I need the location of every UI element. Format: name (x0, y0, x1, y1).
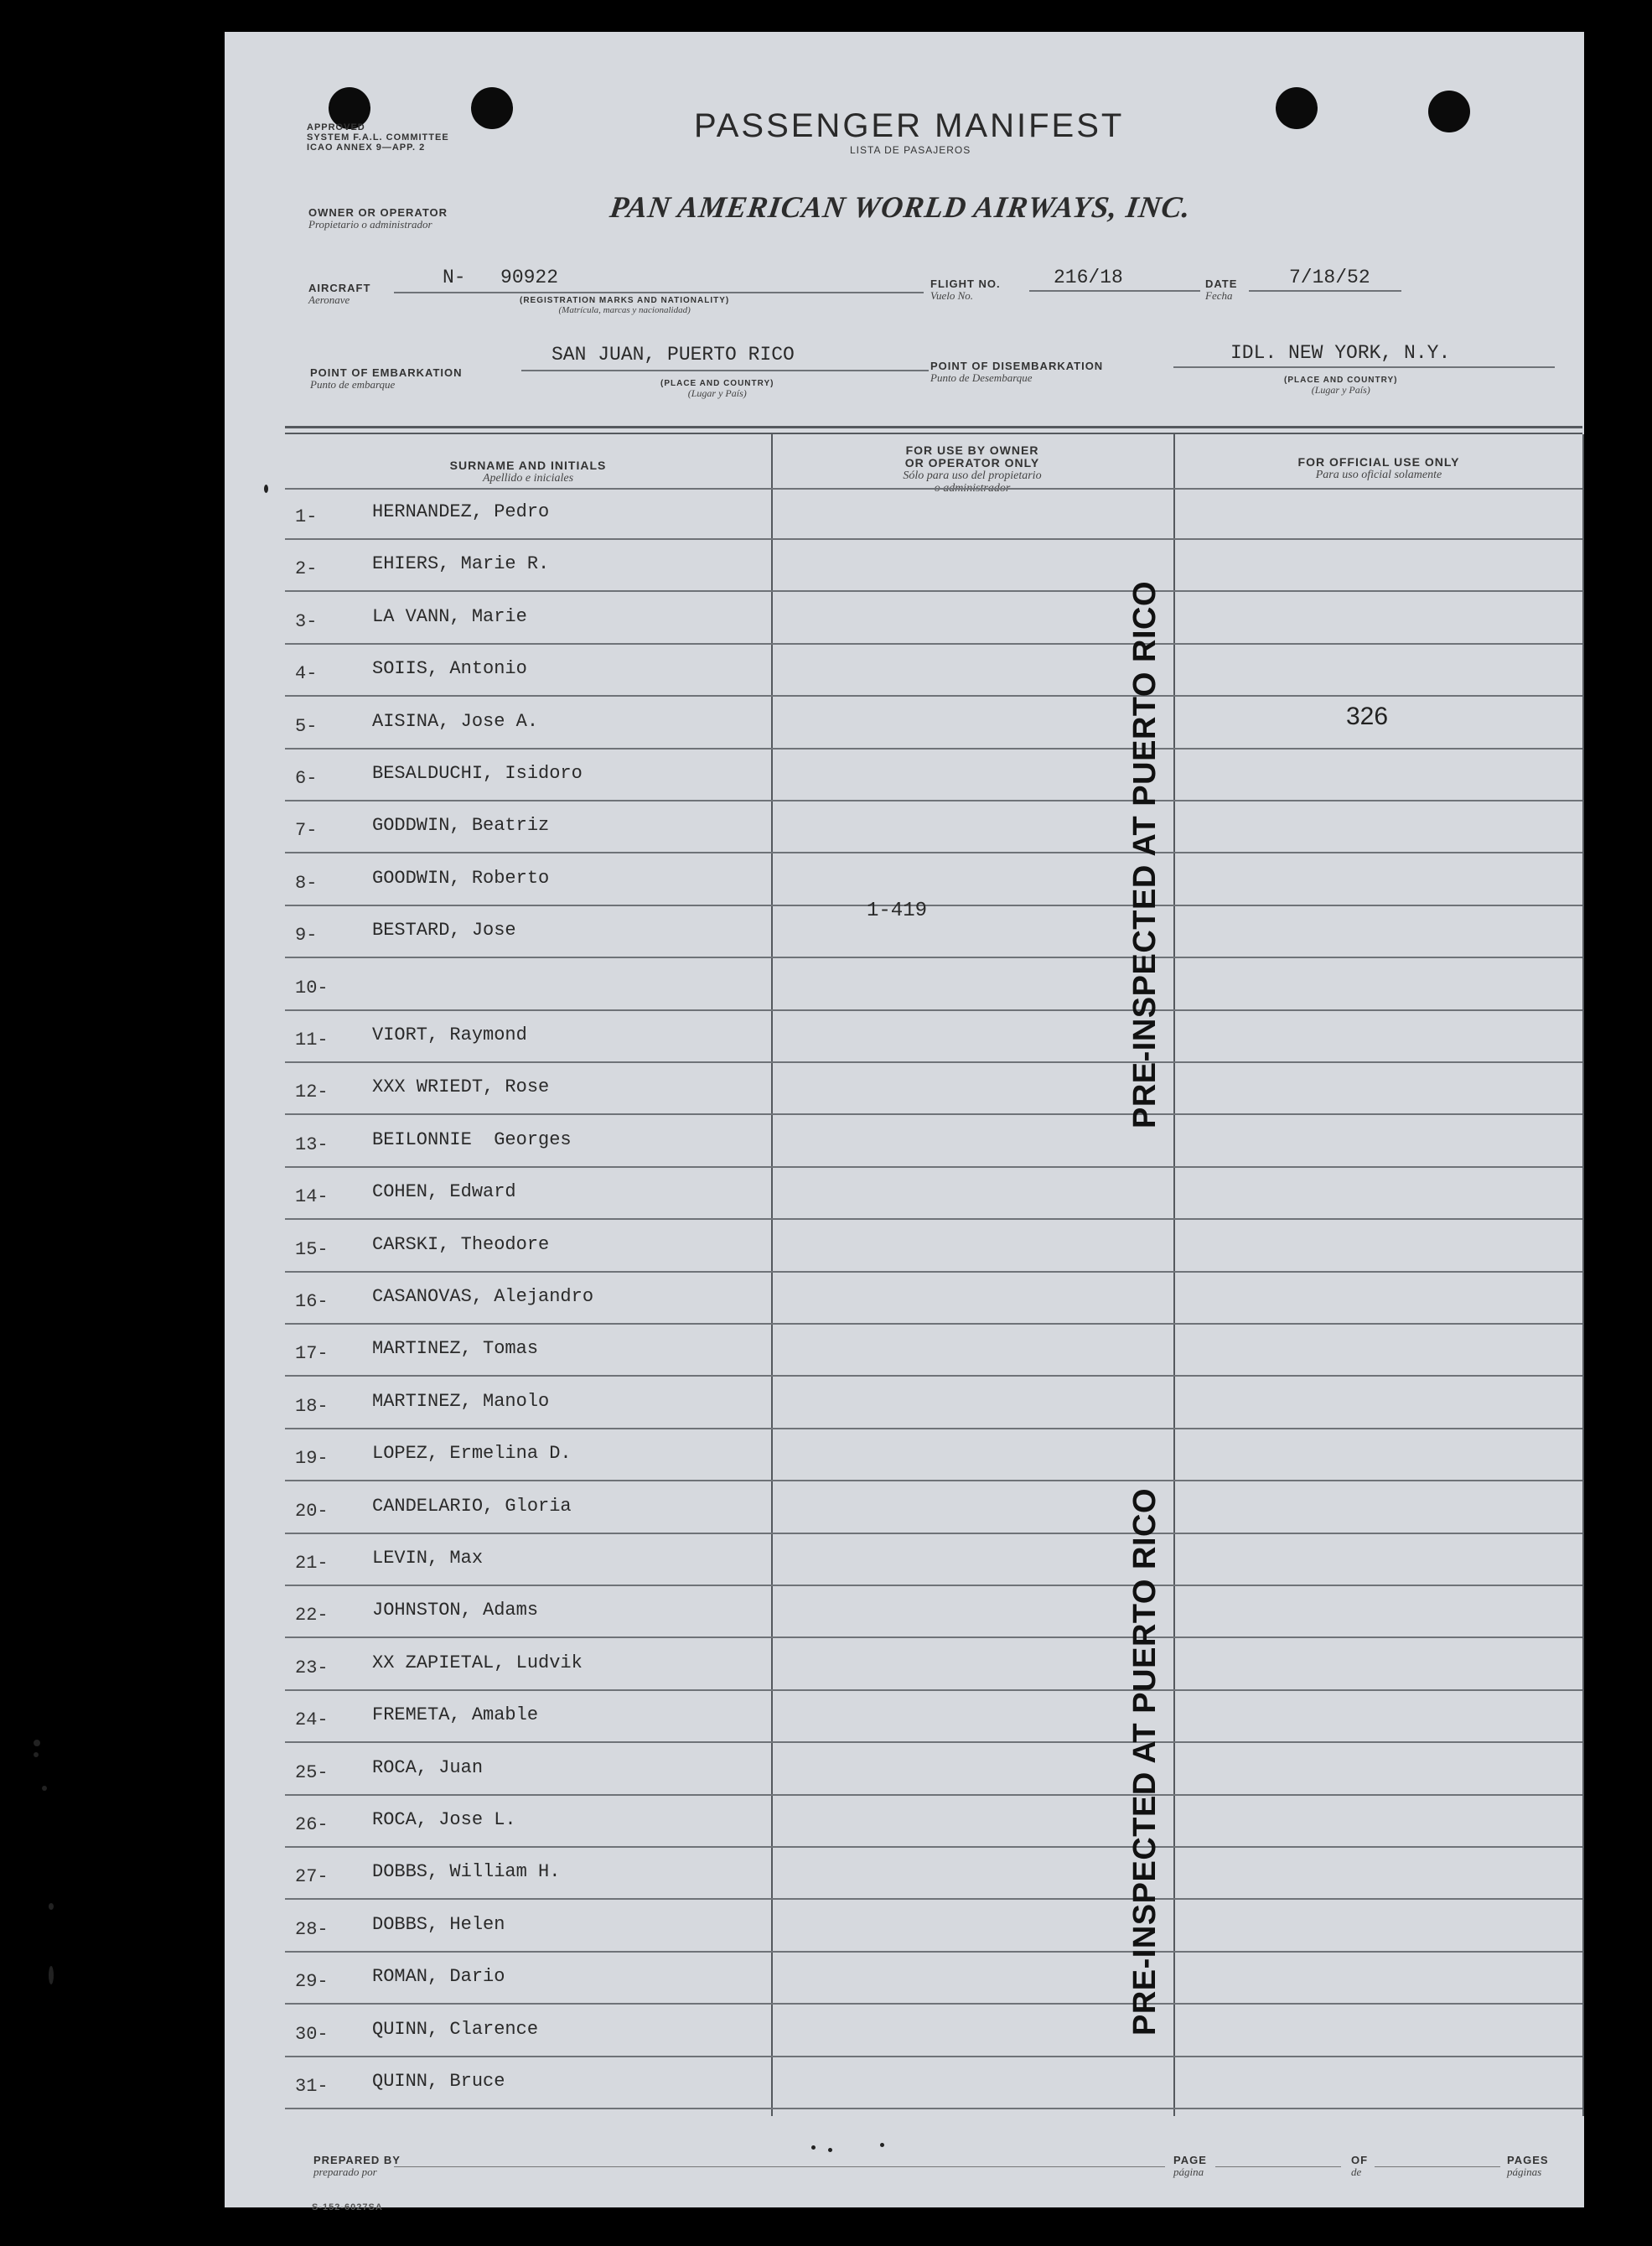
table-row-line (285, 1533, 1582, 1534)
row-number: 17- (295, 1343, 329, 1365)
date-value: 7/18/52 (1289, 267, 1370, 288)
row-number: 18- (295, 1395, 329, 1417)
row-number: 22- (295, 1605, 329, 1626)
table-row-line (285, 1689, 1582, 1691)
table-row-line (285, 2003, 1582, 2005)
embarkation-caption-es: (Lugar y País) (687, 387, 747, 399)
disembarkation-label-block (930, 361, 1103, 384)
passenger-name: HERNANDEZ, Pedro (372, 501, 550, 522)
pages-sublabel: páginas (1507, 2166, 1542, 2178)
column-header-official-use (1175, 456, 1582, 481)
table-row-line (285, 905, 1582, 906)
embarkation-label-block (310, 367, 463, 391)
passenger-name: XX ZAPIETAL, Ludvik (372, 1652, 583, 1673)
passenger-name: MARTINEZ, Manolo (372, 1390, 550, 1412)
aircraft-sublabel: Aeronave (308, 293, 350, 306)
table-row-line (285, 1846, 1582, 1848)
table-row-line (285, 1271, 1582, 1273)
row-number: 11- (295, 1030, 329, 1050)
passenger-name: GOODWIN, Roberto (372, 867, 550, 889)
passenger-name: CANDELARIO, Gloria (372, 1495, 572, 1517)
passenger-name: CASANOVAS, Alejandro (372, 1286, 594, 1307)
table-row-line (285, 1166, 1582, 1168)
row-number: 13- (295, 1133, 329, 1155)
passenger-name: FREMETA, Amable (372, 1704, 539, 1726)
page-label-block (1173, 2155, 1207, 2178)
table-row-line (285, 1741, 1582, 1743)
margin-mark (49, 1903, 54, 1910)
margin-mark (49, 1966, 54, 1984)
punch-hole-2 (471, 87, 513, 129)
approved-line-1: APPROVED (307, 122, 365, 132)
of-sublabel: de (1351, 2166, 1362, 2178)
table-row-line (285, 538, 1582, 540)
official-use-note: 326 (1346, 703, 1389, 730)
passenger-name: XXX WRIEDT, Rose (372, 1076, 550, 1098)
row-number: 31- (295, 2076, 329, 2097)
row-number: 28- (295, 1918, 329, 1940)
table-row-line (285, 1061, 1582, 1063)
disembarkation-value: IDL. NEW YORK, N.Y. (1230, 342, 1451, 364)
column-header-owner-label-2: OR OPERATOR ONLY (904, 456, 1040, 469)
disembarkation-sublabel: Punto de Desembarque (930, 371, 1033, 384)
passenger-name: EHIERS, Marie R. (372, 553, 550, 575)
row-number: 23- (295, 1657, 329, 1678)
date-label: DATE (1205, 278, 1238, 290)
pages-label: PAGES (1507, 2154, 1549, 2166)
row-number: 26- (295, 1814, 329, 1835)
margin-mark (828, 2148, 832, 2152)
table-row-line (285, 2056, 1582, 2057)
table-row-line (285, 1585, 1582, 1586)
margin-mark (42, 1786, 47, 1791)
page-label: PAGE (1173, 2154, 1207, 2166)
date-label-block (1205, 278, 1237, 302)
row-number: 10- (295, 977, 329, 999)
row-number: 15- (295, 1238, 329, 1260)
passenger-name: GODDWIN, Beatriz (372, 815, 550, 837)
disembarkation-label: POINT OF DISEMBARKATION (930, 360, 1104, 372)
passenger-name: BEILONNIE Georges (372, 1128, 572, 1150)
flight-sublabel: Vuelo No. (930, 289, 974, 302)
embarkation-caption (660, 379, 774, 399)
column-header-owner-use (773, 444, 1172, 495)
column-header-official-sublabel: Para uso oficial solamente (1315, 469, 1442, 481)
passenger-name: COHEN, Edward (372, 1181, 516, 1203)
row-number: 3- (295, 610, 318, 632)
passenger-name: QUINN, Clarence (372, 2018, 539, 2040)
row-number: 20- (295, 1500, 329, 1522)
embarkation-sublabel: Punto de embarque (310, 378, 396, 391)
table-row-line (285, 695, 1582, 697)
table-row-line (285, 1009, 1582, 1011)
passenger-name: DOBBS, William H. (372, 1861, 561, 1883)
passenger-name: ROMAN, Dario (372, 1966, 505, 1988)
table-row-line (285, 1113, 1582, 1115)
row-number: 9- (295, 925, 318, 947)
page-title: PASSENGER MANIFEST (694, 107, 1125, 144)
column-header-owner-sublabel-2: o administrador (934, 482, 1011, 495)
column-header-surname (285, 459, 771, 485)
row-number: 29- (295, 1971, 329, 1993)
margin-mark (811, 2145, 816, 2150)
preinspection-stamp-upper: PRE-INSPECTED AT PUERTO RICO (1127, 580, 1163, 1128)
preinspection-stamp-lower: PRE-INSPECTED AT PUERTO RICO (1127, 1487, 1163, 2036)
row-number: 30- (295, 2023, 329, 2045)
aircraft-caption-es: (Matrícula, marcas y nacionalidad) (558, 305, 691, 315)
approved-block (307, 122, 449, 153)
embarkation-value: SAN JUAN, PUERTO RICO (552, 344, 795, 366)
prepared-by-label: PREPARED BY (313, 2154, 401, 2166)
row-number: 7- (295, 820, 318, 842)
row-number: 6- (295, 768, 318, 789)
margin-mark (880, 2143, 884, 2147)
row-number: 25- (295, 1761, 329, 1783)
column-header-surname-label: SURNAME AND INITIALS (449, 459, 607, 472)
row-number: 12- (295, 1082, 329, 1103)
table-row-line (285, 1323, 1582, 1325)
passenger-name: VIORT, Raymond (372, 1024, 527, 1045)
table-row-line (285, 1375, 1582, 1377)
owner-sublabel: Propietario o administrador (308, 218, 432, 231)
passenger-name: DOBBS, Helen (372, 1913, 505, 1935)
pages-label-block (1507, 2155, 1549, 2178)
page-subtitle: LISTA DE PASAJEROS (850, 144, 971, 156)
operator-name: PAN AMERICAN WORLD AIRWAYS, INC. (608, 190, 1194, 224)
approved-line-2: SYSTEM F.A.L. COMMITTEE (307, 132, 449, 143)
table-row-line (285, 748, 1582, 750)
column-header-owner-sublabel-1: Sólo para uso del propietario (903, 469, 1042, 482)
passenger-name: QUINN, Bruce (372, 2071, 505, 2092)
passenger-name: LOPEZ, Ermelina D. (372, 1443, 572, 1465)
row-number: 1- (295, 506, 318, 527)
flight-label-block (930, 278, 1001, 302)
margin-mark (34, 1740, 40, 1746)
table-row-line (285, 1480, 1582, 1481)
row-number: 14- (295, 1186, 329, 1208)
disembarkation-caption-en: (PLACE AND COUNTRY) (1284, 376, 1398, 385)
aircraft-caption (520, 296, 729, 315)
column-header-official-label: FOR OFFICIAL USE ONLY (1297, 455, 1460, 469)
header-divider (285, 426, 1582, 428)
row-number: 27- (295, 1866, 329, 1888)
disembarkation-caption-es: (Lugar y País) (1311, 384, 1370, 396)
aircraft-value: N- 90922 (443, 267, 559, 288)
passenger-name: BESALDUCHI, Isidoro (372, 763, 583, 784)
row-number: 2- (295, 558, 318, 580)
date-sublabel: Fecha (1205, 289, 1233, 302)
passenger-name: AISINA, Jose A. (372, 710, 539, 732)
flight-value: 216/18 (1054, 267, 1123, 288)
row-number: 24- (295, 1709, 329, 1731)
passenger-name: ROCA, Juan (372, 1756, 484, 1778)
table-row-line (285, 957, 1582, 958)
passenger-name: LEVIN, Max (372, 1548, 484, 1569)
table-row-line (285, 1951, 1582, 1953)
punch-hole-3 (1276, 87, 1318, 129)
row-number: 8- (295, 872, 318, 894)
page-sublabel: página (1173, 2166, 1204, 2178)
table-row-line (285, 643, 1582, 645)
row-number: 16- (295, 1291, 329, 1312)
table-row-line (285, 1898, 1582, 1900)
row-number: 4- (295, 663, 318, 685)
margin-mark (34, 1752, 39, 1757)
of-label-block (1351, 2155, 1368, 2178)
owner-label-block (308, 207, 448, 231)
passenger-name: CARSKI, Theodore (372, 1233, 550, 1255)
margin-mark (264, 485, 268, 493)
row-number: 5- (295, 715, 318, 737)
passenger-name: BESTARD, Jose (372, 920, 516, 941)
aircraft-caption-en: (REGISTRATION MARKS AND NATIONALITY) (520, 296, 730, 305)
column-header-owner-label-1: FOR USE BY OWNER (905, 443, 1039, 457)
table-row-line (285, 800, 1582, 801)
column-header-surname-sublabel: Apellido e iniciales (482, 472, 574, 485)
row-number: 21- (295, 1553, 329, 1574)
table-row-line (285, 1428, 1582, 1429)
of-label: OF (1351, 2154, 1369, 2166)
form-number: S-152-6027SA (312, 2202, 383, 2212)
embarkation-caption-en: (PLACE AND COUNTRY) (660, 379, 774, 388)
table-row-line (285, 2108, 1582, 2109)
approved-line-3: ICAO ANNEX 9—APP. 2 (307, 143, 426, 153)
passenger-name: LA VANN, Marie (372, 605, 527, 627)
column-divider-1 (771, 434, 773, 2116)
table-row-line (285, 1794, 1582, 1796)
owner-label: OWNER OR OPERATOR (308, 206, 448, 219)
table-row-line (285, 590, 1582, 592)
prepared-by-sublabel: preparado por (313, 2166, 377, 2178)
table-row-line (285, 1637, 1582, 1638)
table-right-border (1582, 434, 1584, 2116)
aircraft-label-block (308, 283, 370, 306)
table-row-line (285, 852, 1582, 853)
punch-hole-4 (1428, 91, 1470, 132)
passenger-name: SOIIS, Antonio (372, 658, 527, 680)
row-number: 19- (295, 1448, 329, 1470)
prepared-by-block (313, 2155, 401, 2178)
column-divider-2 (1173, 434, 1175, 2116)
embarkation-label: POINT OF EMBARKATION (310, 366, 463, 379)
aircraft-label: AIRCRAFT (308, 282, 371, 294)
table-header-line (285, 488, 1582, 490)
owner-use-note: 1-419 (867, 900, 928, 922)
passenger-name: MARTINEZ, Tomas (372, 1338, 539, 1360)
passenger-name: ROCA, Jose L. (372, 1809, 516, 1830)
passenger-name: JOHNSTON, Adams (372, 1600, 539, 1621)
table-row-line (285, 1218, 1582, 1220)
disembarkation-caption (1284, 376, 1397, 396)
flight-label: FLIGHT NO. (930, 278, 1001, 290)
